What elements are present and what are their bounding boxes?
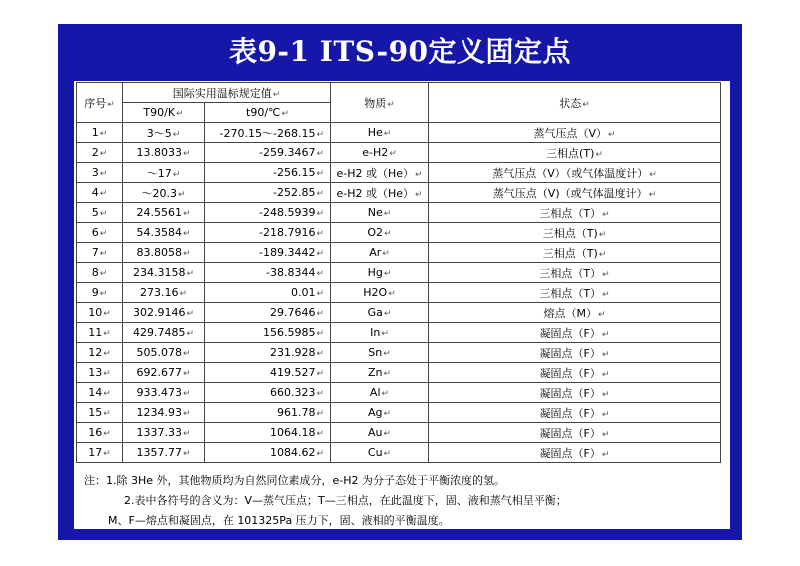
row-t90c: 660.323↵ <box>205 383 331 403</box>
row-t90c: -189.3442↵ <box>205 243 331 263</box>
row-t90c: 0.01↵ <box>205 283 331 303</box>
row-state: 凝固点（F）↵ <box>429 383 721 403</box>
row-index: 7↵ <box>77 243 123 263</box>
row-t90k: 54.3584↵ <box>123 223 205 243</box>
row-index: 10↵ <box>77 303 123 323</box>
row-t90k: 83.8058↵ <box>123 243 205 263</box>
row-state: 熔点（M）↵ <box>429 303 721 323</box>
row-state: 三相点（T）↵ <box>429 283 721 303</box>
note-1: 注：1.除 3He 外，其他物质均为自然同位素成分，e-H2 为分子态处于平衡浓度的氢。 <box>84 474 506 487</box>
header-state: 状态↵ <box>429 83 721 123</box>
row-substance: Au↵ <box>331 423 429 443</box>
row-state: 凝固点（F）↵ <box>429 363 721 383</box>
row-substance: In↵ <box>331 323 429 343</box>
table-row <box>77 123 721 143</box>
row-state: 三相点（T)↵ <box>429 243 721 263</box>
row-t90c: 231.928↵ <box>205 343 331 363</box>
table-row <box>77 323 721 343</box>
fixed-points-table <box>76 82 721 463</box>
row-substance: H2O↵ <box>331 283 429 303</box>
row-substance: He↵ <box>331 123 429 143</box>
table-panel <box>74 81 730 529</box>
row-t90k: 1337.33↵ <box>123 423 205 443</box>
row-index: 6↵ <box>77 223 123 243</box>
table-row <box>77 303 721 323</box>
row-t90k: 505.078↵ <box>123 343 205 363</box>
row-index: 2↵ <box>77 143 123 163</box>
row-index: 14↵ <box>77 383 123 403</box>
row-index: 12↵ <box>77 343 123 363</box>
row-state: 蒸气压点（V）（或气体温度计）↵ <box>429 163 721 183</box>
row-substance: Ar↵ <box>331 243 429 263</box>
row-substance: Zn↵ <box>331 363 429 383</box>
table-row <box>77 243 721 263</box>
header-substance: 物质↵ <box>331 83 429 123</box>
row-index: 4↵ <box>77 183 123 203</box>
row-t90k: 933.473↵ <box>123 383 205 403</box>
row-t90k: 1234.93↵ <box>123 403 205 423</box>
row-t90k: 302.9146↵ <box>123 303 205 323</box>
row-state: 三相点(T)↵ <box>429 143 721 163</box>
row-state: 凝固点（F）↵ <box>429 443 721 463</box>
row-substance: e-H2 或（He）↵ <box>331 163 429 183</box>
row-state: 凝固点（F）↵ <box>429 323 721 343</box>
row-substance: Ga↵ <box>331 303 429 323</box>
row-t90k: 234.3158↵ <box>123 263 205 283</box>
row-substance: e-H2↵ <box>331 143 429 163</box>
row-state: 三相点（T)↵ <box>429 223 721 243</box>
row-index: 1↵ <box>77 123 123 143</box>
header-t90c: t90/℃↵ <box>205 103 331 123</box>
row-state: 三相点（T）↵ <box>429 203 721 223</box>
header-t90k: T90/K↵ <box>123 103 205 123</box>
table-row <box>77 143 721 163</box>
row-substance: Ag↵ <box>331 403 429 423</box>
header-group: 国际实用温标规定值↵ <box>123 83 331 103</box>
row-t90c: 29.7646↵ <box>205 303 331 323</box>
note-2: 2.表中各符号的含义为：V—蒸气压点；T—三相点，在此温度下，固、液和蒸气相呈平衡； <box>124 494 567 507</box>
table-row <box>77 423 721 443</box>
slide-title: 表9-1 ITS-90定义固定点 <box>228 35 572 68</box>
row-t90c: -218.7916↵ <box>205 223 331 243</box>
row-t90k: 273.16↵ <box>123 283 205 303</box>
row-state: 三相点（T）↵ <box>429 263 721 283</box>
row-substance: Cu↵ <box>331 443 429 463</box>
row-t90c: -259.3467↵ <box>205 143 331 163</box>
row-t90k: 24.5561↵ <box>123 203 205 223</box>
table-row <box>77 203 721 223</box>
row-index: 11↵ <box>77 323 123 343</box>
table-row <box>77 383 721 403</box>
slide-frame <box>58 24 742 540</box>
row-t90c: 419.527↵ <box>205 363 331 383</box>
row-t90k: ～17↵ <box>123 163 205 183</box>
row-state: 凝固点（F）↵ <box>429 343 721 363</box>
table-row <box>77 443 721 463</box>
row-t90c: -38.8344↵ <box>205 263 331 283</box>
table-row <box>77 403 721 423</box>
row-t90k: 3～5↵ <box>123 123 205 143</box>
row-t90k: 692.677↵ <box>123 363 205 383</box>
row-state: 凝固点（F）↵ <box>429 403 721 423</box>
row-index: 13↵ <box>77 363 123 383</box>
table-row <box>77 343 721 363</box>
row-t90k: 13.8033↵ <box>123 143 205 163</box>
row-index: 5↵ <box>77 203 123 223</box>
note-3: M、F—熔点和凝固点，在 101325Pa 压力下，固、液相的平衡温度。 <box>108 514 450 527</box>
row-t90k: ～20.3↵ <box>123 183 205 203</box>
table-row <box>77 163 721 183</box>
row-state: 蒸气压点（V)（或气体温度计）↵ <box>429 183 721 203</box>
row-t90c: -252.85↵ <box>205 183 331 203</box>
row-index: 15↵ <box>77 403 123 423</box>
row-t90c: -270.15～-268.15↵ <box>205 123 331 143</box>
row-index: 17↵ <box>77 443 123 463</box>
row-t90c: 1064.18↵ <box>205 423 331 443</box>
row-index: 16↵ <box>77 423 123 443</box>
row-substance: O2↵ <box>331 223 429 243</box>
row-substance: e-H2 或（He）↵ <box>331 183 429 203</box>
row-t90c: 1084.62↵ <box>205 443 331 463</box>
table-notes <box>84 471 724 531</box>
row-t90c: -256.15↵ <box>205 163 331 183</box>
row-index: 9↵ <box>77 283 123 303</box>
row-state: 蒸气压点（V）↵ <box>429 123 721 143</box>
table-row <box>77 183 721 203</box>
row-t90c: 961.78↵ <box>205 403 331 423</box>
row-substance: Al↵ <box>331 383 429 403</box>
table-row <box>77 283 721 303</box>
row-substance: Hg↵ <box>331 263 429 283</box>
row-substance: Ne↵ <box>331 203 429 223</box>
header-index: 序号↵ <box>77 83 123 123</box>
table-row <box>77 263 721 283</box>
row-t90k: 429.7485↵ <box>123 323 205 343</box>
row-substance: Sn↵ <box>331 343 429 363</box>
row-t90c: 156.5985↵ <box>205 323 331 343</box>
table-row <box>77 223 721 243</box>
table-row <box>77 363 721 383</box>
row-index: 3↵ <box>77 163 123 183</box>
row-index: 8↵ <box>77 263 123 283</box>
row-t90c: -248.5939↵ <box>205 203 331 223</box>
row-state: 凝固点（F）↵ <box>429 423 721 443</box>
row-t90k: 1357.77↵ <box>123 443 205 463</box>
